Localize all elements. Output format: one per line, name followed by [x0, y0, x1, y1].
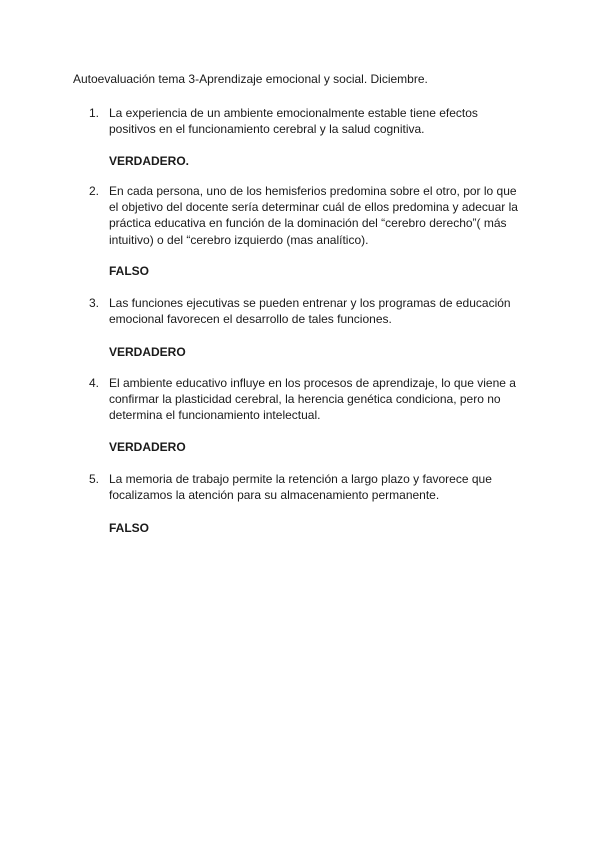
question-text-line: el objetivo del docente sería determinar cuál de ellos predomina y adecuar la: [109, 200, 518, 215]
answer-label: FALSO: [109, 264, 150, 278]
answer-label: FALSO: [109, 521, 150, 535]
question-number: 4.: [89, 376, 100, 390]
question-number: 3.: [89, 296, 100, 310]
question-text: [109, 375, 529, 424]
question-text-line: práctica educativa en función de la dominación del “cerebro derecho”( más: [109, 216, 507, 231]
answer-label: VERDADERO: [109, 345, 186, 359]
question-text-line: emocional favorecen el desarrollo de tales funciones.: [109, 312, 392, 327]
question-number: 2.: [89, 184, 100, 198]
question-text-line: confirmar la plasticidad cerebral, la herencia genética condiciona, pero no: [109, 392, 501, 407]
question-text-line: Las funciones ejecutivas se pueden entrenar y los programas de educación: [109, 296, 511, 310]
question-text: [109, 105, 529, 137]
question-text: [109, 183, 529, 248]
answer-label: VERDADERO.: [109, 154, 190, 168]
question-text-line: El ambiente educativo influye en los procesos de aprendizaje, lo que viene a: [109, 376, 516, 390]
question-text-line: positivos en el funcionamiento cerebral y la salud cognitiva.: [109, 122, 425, 137]
question-number: 5.: [89, 472, 100, 486]
question-text: [109, 471, 529, 503]
document-title: Autoevaluación tema 3-Aprendizaje emocional y social. Diciembre.: [73, 72, 428, 86]
question-text-line: La experiencia de un ambiente emocionalmente estable tiene efectos: [109, 106, 478, 120]
question-number: 1.: [89, 106, 100, 120]
question-text: [109, 295, 529, 327]
question-text-line: focalizamos la atención para su almacenamiento permanente.: [109, 488, 440, 503]
question-text-line: En cada persona, uno de los hemisferios predomina sobre el otro, por lo que: [109, 184, 517, 198]
answer-label: VERDADERO: [109, 440, 186, 454]
question-text-line: intuitivo) o del “cerebro izquierdo (mas analítico).: [109, 232, 369, 247]
question-text-line: La memoria de trabajo permite la retención a largo plazo y favorece que: [109, 472, 492, 486]
question-text-line: determina el funcionamiento intelectual.: [109, 408, 321, 423]
